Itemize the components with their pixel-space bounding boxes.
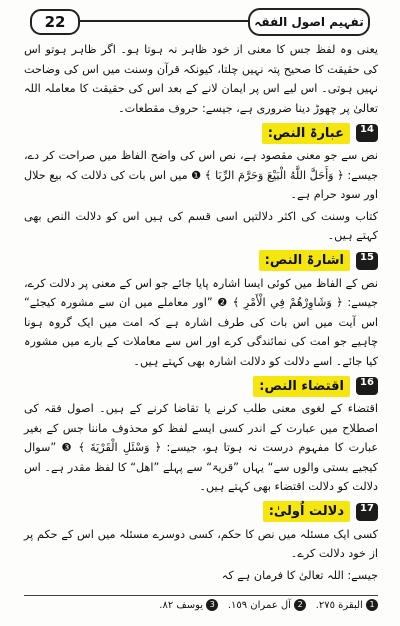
section-title: عبارۃ النص:: [262, 123, 350, 144]
section-title: دلالت اُولیٰ:: [263, 501, 350, 522]
page-number: 22: [30, 9, 80, 35]
header-rule: [78, 20, 250, 22]
section-paragraph: نص کے الفاظ میں کوئی ایسا اشارہ پایا جائے جو اس کے معنی پر دلالت کرے، جیسے: ﴿ وَشَاوِرْهُمْ فِي الْأَمْرِ ﴾ ❷ ”اور معاملے میں ان سے مشورہ کیجئے“ اس آیت میں اس بات کی طرف اشارہ ہے کہ امت میں ایک گروہ ہونا چاہیے جو امت کی نمائندگی کرے اور اس سے معاملات کے بارے میں مشورہ کیا جائے۔ اسے دلالت کو دلالت اشارہ بھی کہتے ہیں۔: [24, 276, 378, 368]
section-paragraph: کتاب وسنت کی اکثر دلالتیں اسی قسم کی ہیں اس کو دلالت النص بھی کہتے ہیں۔: [24, 209, 378, 242]
section-number-badge: 14: [356, 124, 378, 142]
footnote-marker: 2: [294, 599, 306, 611]
section-paragraph: اقتضاء کے لغوی معنی طلب کرنے یا تقاضا کرنے کے ہیں۔ اصول فقہ کی اصطلاح میں عبارت کے اندر کسی ایسے لفظ کو محذوف ماننا جس کے بغیر عبارت کا مفہوم درست نہ ہوتا ہو، جیسے: ﴿ وَسْئَلِ الْقَرْيَةَ ﴾ ❸ ”سوال کیجیے بستی والوں سے“ یہاں ”قریۃ“ سے پہلے ”اهل“ کا لفظ مقدر ہے۔ اس دلالت کو دلالت اقتضاء بھی کہتے ہیں۔: [24, 402, 378, 493]
section-title: اقتضاء النص:: [253, 376, 350, 397]
section-heading: [24, 501, 378, 523]
section-isharat-un-nas: [24, 250, 378, 372]
footnotes: [24, 598, 378, 614]
intro-paragraph: یعنی وہ لفظ جس کا معنی از خود ظاہر نہ ہوتا ہو۔ اگر ظاہر ہوتو اس کی حقیقت کا صحیح پتہ نہیں چلتا، کیونکہ قرآن وسنت میں اس کی وضاحت نہیں ہوتی۔ اس لیے اس پر ایمان لانے کے بعد اس کی حقیقت کا معاملہ اللہ تعالیٰ پر چھوڑ دینا ضروری ہے، جیسے: حروف مقطعات۔: [24, 43, 378, 115]
section-heading: [24, 250, 378, 272]
section-paragraph: نص سے جو معنی مقصود ہے، نص اس کی واضح الفاظ میں صراحت کر دے، جیسے: ﴿ وَأَحَلَّ اللَّهُ الْبَيْعَ وَحَرَّمَ الرِّبَا ﴾ ❶ میں اس بات کی دلالت کہ بیع حلال اور سود حرام ہے۔: [24, 149, 378, 201]
book-title: تفہیم اصول الفقہ: [248, 8, 370, 36]
footnote-marker: 1: [366, 599, 378, 611]
section-dalalat-ula: [24, 501, 378, 586]
section-title: اشارۃ النص:: [259, 250, 350, 271]
section-iqtida-un-nas: [24, 375, 378, 497]
footnote-separator: [24, 595, 378, 596]
section-heading: [24, 375, 378, 397]
section-number-badge: 16: [356, 377, 378, 395]
footnote-marker: 3: [206, 599, 218, 611]
footnote-text: آل عمران ١٥٩.: [227, 600, 291, 611]
section-number-badge: 17: [356, 503, 378, 521]
section-paragraph: کسی ایک مسئلہ میں نص کا حکم، کسی دوسرے مسئلہ میں اس کے حکم پر از خود دلالت کرے۔: [24, 527, 378, 560]
page-content: [24, 40, 378, 587]
footnote-text: يوسف ٨٢.: [159, 600, 204, 611]
section-paragraph: جیسے: اللہ تعالیٰ کا فرمان ہے کہ: [221, 568, 378, 582]
section-ibarat-un-nas: [24, 122, 378, 246]
footnote-text: البقرة ٢٧٥.: [315, 600, 363, 611]
section-heading: [24, 122, 378, 144]
section-number-badge: 15: [356, 252, 378, 270]
